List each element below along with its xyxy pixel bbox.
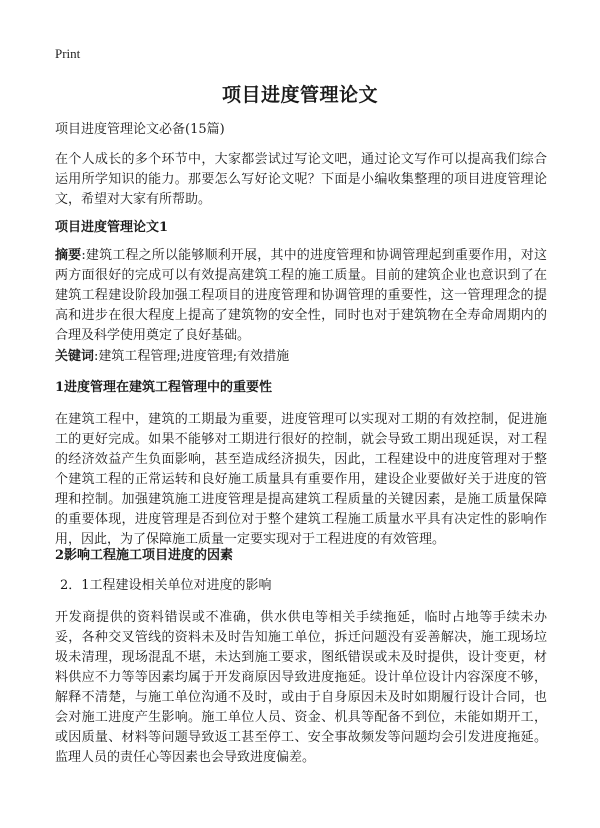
section-heading: 项目进度管理论文1 <box>55 220 169 235</box>
abstract-label: 摘要 <box>55 248 82 263</box>
heading-factors: 2影响工程施工项目进度的因素 <box>55 548 234 563</box>
intro-paragraph: 在个人成长的多个环节中，大家都尝试过写论文吧，通过论文写作可以提高我们综合运用所学知识的能力。那要怎么写好论文呢？下面是小编收集整理的项目进度管理论文，希望对大家有所帮助。 <box>55 152 547 207</box>
keywords-paragraph <box>55 347 547 367</box>
subheading-related-units: 2．1工程建设相关单位对进度的影响 <box>60 578 272 593</box>
abstract-paragraph <box>55 246 547 346</box>
document-subtitle: 项目进度管理论文必备(15篇) <box>55 122 225 137</box>
keywords-text: :建筑工程管理;进度管理;有效措施 <box>94 349 290 364</box>
abstract-text: :建筑工程之所以能够顺利开展，其中的进度管理和协调管理起到重要作用，对这两方面很好的完成可以有效提高建筑工程的施工质量。目前的建筑企业也意识到了在建筑工程建设阶段加强工程项目的进度管理和协调管理的重要性，这一管理理念的提高和进步在很大程度上提高了建筑物的安全性，同时也对于建筑物在全寿命周期内的合理及科学使用奠定了良好基础。 <box>55 248 547 343</box>
keywords-label: 关键词 <box>55 349 95 364</box>
page-title: 项目进度管理论文 <box>221 84 378 106</box>
importance-paragraph: 在建筑工程中，建筑的工期最为重要，进度管理可以实现对工期的有效控制，促进施工的更好完成。如果不能够对工期进行很好的控制，就会导致工期出现延误，对工程的经济效益产生负面影响，甚至造成经济损失，因此，工程建设中的进度管理对于整个建筑工程的正常运转和良好施工质量具有重要作用，建设企业要做好关于进度的管理和控制。加强建筑施工进度管理是提高建筑工程质量的关键因素，是施工质量保障的重要体现，进度管理是否到位对于整个建筑工程施工质量水平具有决定性的影响作用，因此，为了保障施工质量一定要实现对于工程进度的有效管理。 <box>55 412 547 547</box>
heading-importance: 1进度管理在建筑工程管理中的重要性 <box>55 380 273 395</box>
print-link[interactable]: Print <box>55 46 81 61</box>
factors-paragraph: 开发商提供的资料错误或不准确，供水供电等相关手续拖延，临时占地等手续未办妥，各种交叉管线的资料未及时告知施工单位，拆迁问题没有妥善解决，施工现场垃圾未清理，现场混乱不堪，未达到施工要求，图纸错误或未及时提供，设计变更，材料供应不力等等因素均属于开发商原因导致进度拖延。设计单位设计内容深度不够，解释不清楚，与施工单位沟通不及时，或由于自身原因未及时如期履行设计合同，也会对施工进度产生影响。施工单位人员、资金、机具等配备不到位，未能如期开工，或因质量、材料等问题导致返工甚至停工、安全事故频发等问题均会引发进度拖延。监理人员的责任心等因素也会导致进度偏差。 <box>55 610 547 765</box>
